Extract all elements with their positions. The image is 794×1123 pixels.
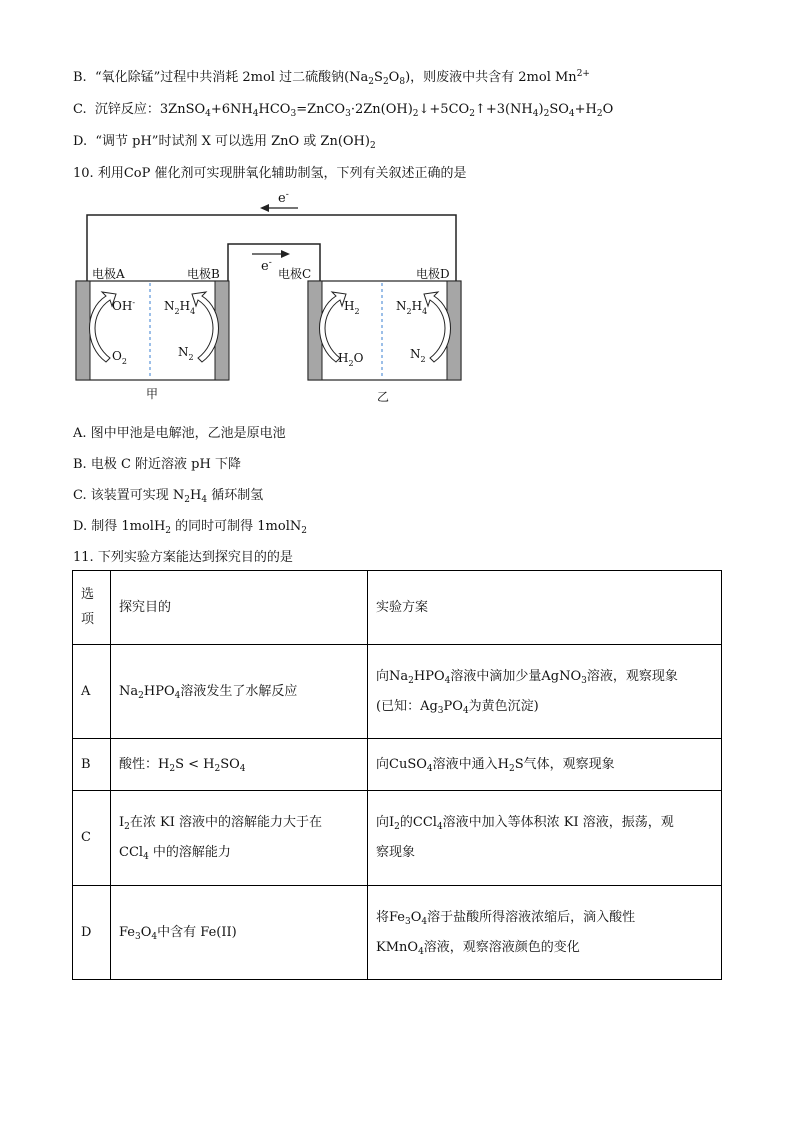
table-row <box>73 739 722 791</box>
row-goal: $Fe_3O_4$中含有 Fe(II) <box>111 886 368 980</box>
species-o2: $O_2$ <box>112 349 127 366</box>
species-n2-jia: $N_2$ <box>178 345 194 362</box>
electrode-b-label: 电极B <box>187 267 220 281</box>
species-h2o: $H_2O$ <box>338 351 364 368</box>
electron-label-top: e- <box>278 190 289 206</box>
option-d-prev: D. “调节 pH”时试剂 X 可以选用 ZnO 或 $Zn(OH)_2$ <box>73 134 376 151</box>
species-h2: $H_2$ <box>344 299 360 316</box>
row-plan: 向$Na_2HPO_4$溶液中滴加少量AgNO$_3$溶液，观察现象 (已知：$Ag_3PO_4$为黄色沉淀) <box>368 645 722 739</box>
row-goal: $Na_2HPO_4$溶液发生了水解反应 <box>111 645 368 739</box>
species-n2h4-jia: $N_2H_4$ <box>164 299 196 316</box>
experiment-table <box>72 570 722 980</box>
cell-jia-label: 甲 <box>146 387 159 401</box>
cell-yi <box>308 281 461 380</box>
electrode-d-label: 电极D <box>416 267 450 281</box>
electron-label-mid: e- <box>261 258 272 274</box>
header-option: 选项 <box>73 571 111 645</box>
header-plan: 实验方案 <box>368 571 722 645</box>
table-row <box>73 886 722 980</box>
electrode-c-label: 电极C <box>278 267 312 281</box>
species-oh: OH- <box>112 298 136 313</box>
row-plan: 向$I_2$的CCl$_4$溶液中加入等体积浓 KI 溶液，振荡，观 察现象 <box>368 791 722 886</box>
table-header-row <box>73 571 722 645</box>
outer-wire <box>87 215 456 281</box>
row-plan: 向CuSO$_4$溶液中通入$H_2S$气体，观察现象 <box>368 739 722 791</box>
table-row <box>73 791 722 886</box>
table-row <box>73 645 722 739</box>
cell-yi-label: 乙 <box>377 390 390 404</box>
q10-option-a: A. 图中甲池是电解池，乙池是原电池 <box>73 426 286 441</box>
electrolysis-diagram <box>70 188 470 408</box>
row-plan: 将$Fe_3O_4$溶于盐酸所得溶液浓缩后，滴入酸性 KMnO$_4$溶液，观察溶液颜色的变化 <box>368 886 722 980</box>
q10-option-c: C. 该装置可实现 $N_2H_4$ 循环制氢 <box>73 488 264 505</box>
species-n2h4-yi: $N_2H_4$ <box>396 299 428 316</box>
species-n2-yi: $N_2$ <box>410 347 426 364</box>
question-11-stem: 11. 下列实验方案能达到探究目的的是 <box>73 550 293 565</box>
option-c-prev: C. 沉锌反应：$3ZnSO_4+6NH_4HCO_3=ZnCO_3\cdot 2Zn(OH)_2↓+5CO_2↑+3(NH_4)_2SO_4+H_2O$ <box>73 102 614 119</box>
electrode-a-label: 电极A <box>92 267 125 281</box>
question-10-stem: 10. 利用CoP 催化剂可实现肼氧化辅助制氢，下列有关叙述正确的是 <box>73 166 467 181</box>
row-option: B <box>73 739 111 791</box>
cell-jia <box>76 281 228 380</box>
row-goal: 酸性：$H_2S < H_2SO_4$ <box>111 739 368 791</box>
header-goal: 探究目的 <box>111 571 368 645</box>
electrode-a <box>76 281 90 380</box>
row-option: C <box>73 791 111 886</box>
row-goal: $I_2$在浓 KI 溶液中的溶解能力大于在 CCl$_4$ 中的溶解能力 <box>111 791 368 886</box>
row-option: A <box>73 645 111 739</box>
row-option: D <box>73 886 111 980</box>
q10-option-d: D. 制得 1molH$_2$ 的同时可制得 1molN$_2$ <box>73 519 307 536</box>
q10-option-b: B. 电极 C 附近溶液 pH 下降 <box>73 457 241 472</box>
option-b-prev: B. “氧化除锰”过程中共消耗 2mol 过二硫酸钠$(Na_2S_2O_8)$，则废液中共含有 2mol $Mn^{2+}$ <box>73 69 590 87</box>
